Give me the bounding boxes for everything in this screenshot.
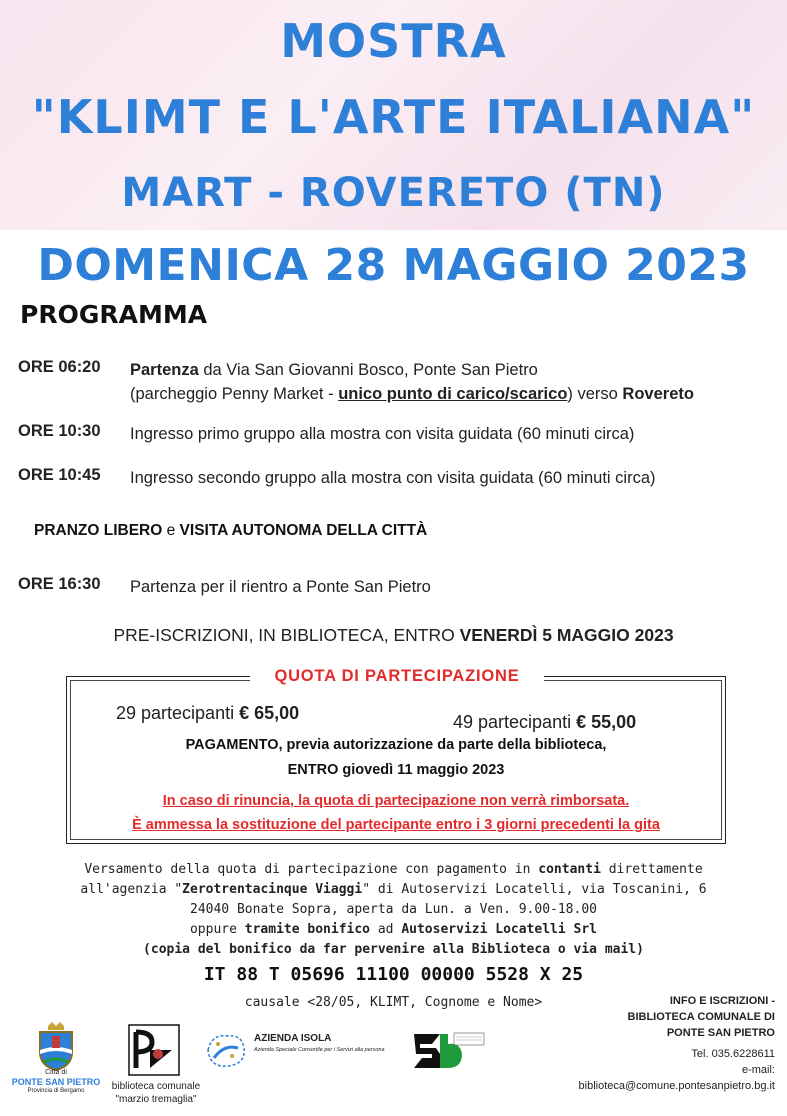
payment-line2: ENTRO giovedì 11 maggio 2023 — [287, 762, 505, 778]
schedule-desc: Ingresso secondo gruppo alla mostra con visita guidata (60 minuti circa) — [130, 469, 656, 487]
vers-text: oppure — [189, 922, 245, 937]
versamento-line4 — [0, 922, 787, 937]
quota-title: QUOTA DI PARTECIPAZIONE — [250, 664, 544, 688]
info-block — [575, 993, 775, 1041]
schedule-time: ORE 10:30 — [18, 422, 101, 440]
lunch-text: e — [166, 522, 176, 539]
lunch-text: PRANZO LIBERO — [34, 522, 167, 539]
schedule-time: ORE 10:45 — [18, 466, 101, 484]
iban: IT 88 T 05696 11100 00000 5528 X 25 — [203, 964, 584, 985]
province-label: Provincia di Bergamo — [27, 1088, 85, 1094]
warning-line1: In caso di rinuncia, la quota di partecipazione non verrà rimborsata. — [162, 793, 630, 809]
hero-title-line2: "KLIMT E L'ARTE ITALIANA" — [31, 90, 756, 144]
price-label: 49 partecipanti — [453, 712, 577, 732]
schedule-time: ORE 06:20 — [18, 358, 101, 376]
schedule-time: ORE 16:30 — [18, 575, 101, 593]
azienda-name: AZIENDA ISOLA — [254, 1033, 332, 1044]
schedule-desc — [130, 358, 694, 406]
versamento-line2 — [0, 882, 787, 897]
schedule-text: ) verso — [567, 385, 623, 403]
schedule-underline: unico punto di carico/scarico — [338, 385, 568, 403]
city-name: PONTE SAN PIETRO — [11, 1077, 101, 1087]
hero-subtitle: MART - ROVERETO (TN) — [121, 170, 666, 216]
vers-text: direttamente — [600, 862, 703, 877]
library-subname: "marzio tremaglia" — [115, 1094, 197, 1105]
vers-bold: Zerotrentacinque Viaggi — [182, 882, 363, 897]
vers-text: ad — [370, 922, 402, 937]
vers-bold: tramite bonifico — [244, 922, 371, 937]
price-value: € 65,00 — [239, 703, 300, 723]
warning-line2: È ammessa la sostituzione del partecipante entro i 3 giorni precedenti la gita — [132, 817, 660, 833]
info-line: INFO E ISCRIZIONI - — [669, 995, 775, 1007]
versamento-line3: 24040 Bonate Sopra, aperta da Lun. a Ven. 9.00-18.00 — [190, 902, 597, 917]
city-of-label: Città di — [45, 1069, 67, 1076]
phone: Tel. 035.6228611 — [691, 1048, 775, 1060]
schedule-desc: Ingresso primo gruppo alla mostra con visita guidata (60 minuti circa) — [130, 425, 635, 443]
price-29 — [116, 703, 299, 724]
versamento-line1 — [0, 862, 787, 877]
price-49 — [453, 712, 636, 733]
hero-title-line1: MOSTRA — [280, 14, 507, 68]
schedule-text: (parcheggio Penny Market - — [130, 385, 339, 403]
vers-text: all'agenzia " — [80, 882, 183, 897]
sistema-bibliotecario-logo-icon — [410, 1030, 486, 1072]
lunch-note — [34, 522, 427, 540]
email-link[interactable]: biblioteca@comune.pontesanpietro.bg.it — [578, 1080, 775, 1092]
library-logo-icon — [128, 1024, 180, 1076]
preiscrizioni-note — [0, 625, 787, 646]
price-label: 29 partecipanti — [116, 703, 240, 723]
event-date: DOMENICA 28 MAGGIO 2023 — [37, 240, 750, 291]
vers-text: " di Autoservizi Locatelli, via Toscanini, 6 — [362, 882, 707, 897]
azienda-isola-map-icon — [204, 1030, 248, 1070]
preiscrizioni-deadline: VENERDÌ 5 MAGGIO 2023 — [459, 625, 674, 645]
schedule-bold: Partenza — [130, 361, 199, 379]
city-crest-icon — [34, 1020, 78, 1072]
causale: causale <28/05, KLIMT, Cognome e Nome> — [244, 995, 543, 1010]
vers-text: Versamento della quota di partecipazione con pagamento in — [84, 862, 539, 877]
preiscrizioni-text: PRE-ISCRIZIONI, IN BIBLIOTECA, ENTRO — [113, 625, 460, 645]
library-name: biblioteca comunale — [111, 1081, 201, 1092]
vers-bold: Autoservizi Locatelli Srl — [401, 922, 597, 937]
payment-line1: PAGAMENTO, previa autorizzazione da parte della biblioteca, — [185, 737, 607, 753]
azienda-subtitle: Azienda Speciale Consortile per i Servizi alla persona — [254, 1047, 385, 1053]
programma-heading: PROGRAMMA — [20, 300, 208, 329]
lunch-text: VISITA AUTONOMA DELLA CITTÀ — [175, 522, 428, 539]
info-line: BIBLIOTECA COMUNALE DI — [627, 1011, 775, 1023]
versamento-line5: (copia del bonifico da far pervenire alla Biblioteca o via mail) — [143, 942, 644, 957]
price-value: € 55,00 — [576, 712, 637, 732]
vers-bold: contanti — [538, 862, 601, 877]
info-line: PONTE SAN PIETRO — [666, 1027, 775, 1039]
email-label: e-mail: — [741, 1064, 775, 1076]
schedule-bold: Rovereto — [622, 385, 694, 403]
schedule-text: da Via San Giovanni Bosco, Ponte San Pietro — [198, 361, 538, 379]
schedule-desc: Partenza per il rientro a Ponte San Pietro — [130, 578, 431, 596]
